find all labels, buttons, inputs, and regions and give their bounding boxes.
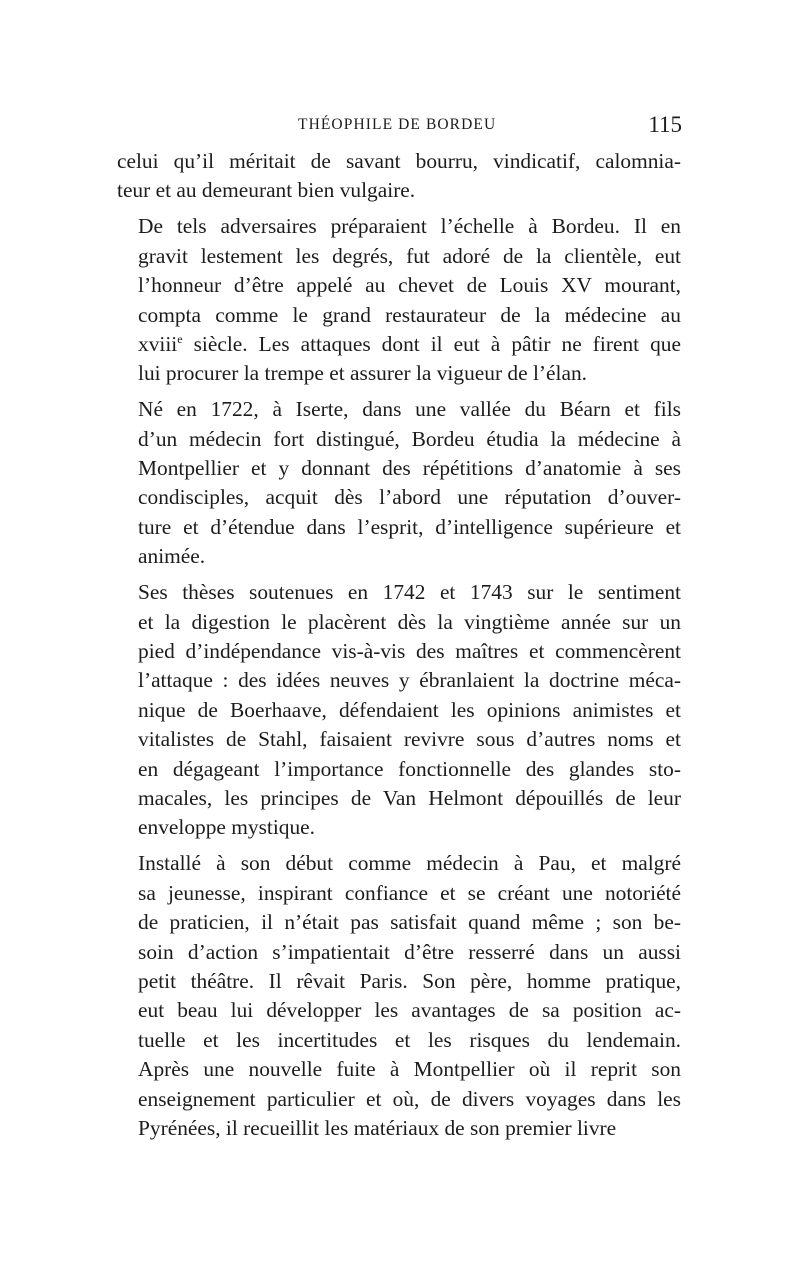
page-number: 115 — [648, 112, 682, 137]
text-line: Ses thèses soutenues en 1742 et 1743 sur le sentiment — [138, 580, 681, 605]
text-line: Pyrénées, il recueillit les matériaux de son premier livre — [138, 1116, 617, 1140]
text-line: petit théâtre. Il rêvait Paris. Son père, homme pratique, — [138, 968, 681, 993]
text-line: eut beau lui développer les avantages de sa position ac- — [138, 998, 681, 1023]
text-line: Après une nouvelle fuite à Montpellier où il reprit son — [138, 1057, 681, 1082]
text-line: tuelle et les incertitudes et les risques du lendemain. — [138, 1027, 681, 1052]
text-line: l’attaque : des idées neuves y ébranlaient la doctrine méca- — [138, 668, 681, 693]
text-line: macales, les principes de Van Helmont dépouillés de leur — [138, 786, 681, 811]
running-title: THÉOPHILE DE BORDEU — [298, 116, 497, 133]
text-line: gravit lestement les degrés, fut adoré de la clientèle, eut — [138, 243, 681, 268]
text-line: teur et au demeurant bien vulgaire. — [117, 178, 416, 203]
text-line: l’honneur d’être appelé au chevet de Louis XV mourant, — [138, 273, 681, 298]
text-line: De tels adversaires préparaient l’échelle à Bordeu. Il en — [138, 214, 681, 239]
century-numeral: xviii — [138, 331, 178, 356]
text-line: vitalistes de Stahl, faisaient revivre sous d’autres noms et — [138, 727, 681, 752]
text-line: enseignement particulier et où, de divers voyages dans les — [138, 1086, 681, 1111]
body-text — [117, 147, 681, 1150]
text-line: Né en 1722, à Iserte, dans une vallée du Béarn et fils — [138, 397, 681, 422]
text-line: celui qu’il méritait de savant bourru, vindicatif, calomnia- — [117, 149, 681, 173]
paragraph-3 — [117, 395, 681, 571]
century-suffix: e — [177, 331, 183, 346]
paragraph-2 — [117, 212, 681, 388]
text-line: de praticien, il n’était pas satisfait quand même ; son be- — [138, 910, 681, 935]
text-line: lui procurer la trempe et assurer la vigueur de l’élan. — [138, 361, 588, 386]
text-line: enveloppe mystique. — [138, 815, 316, 840]
text-line-rest: siècle. Les attaques dont il eut à pâtir ne firent que — [193, 331, 681, 356]
text-line: d’un médecin fort distingué, Bordeu étudia la médecine à — [138, 426, 681, 451]
text-line: Installé à son début comme médecin à Pau, et malgré — [138, 851, 681, 876]
text-line: condisciples, acquit dès l’abord une réputation d’ouver- — [138, 485, 681, 510]
text-line: en dégageant l’importance fonctionnelle des glandes sto- — [138, 756, 681, 781]
text-line: nique de Boerhaave, défendaient les opinions animistes et — [138, 697, 681, 722]
text-line: compta comme le grand restaurateur de la médecine au — [138, 302, 681, 327]
text-line: sa jeunesse, inspirant confiance et se créant une notoriété — [138, 880, 681, 905]
text-line: soin d’action s’impatientait d’être resserré dans un aussi — [138, 939, 681, 964]
text-line-with-century — [117, 330, 681, 359]
paragraph-1 — [117, 147, 681, 206]
paragraph-4 — [117, 578, 681, 843]
text-line: Montpellier et y donnant des répétitions d’anatomie à ses — [138, 456, 681, 481]
paragraph-5 — [117, 849, 681, 1143]
text-line: ture et d’étendue dans l’esprit, d’intelligence supérieure et — [138, 514, 681, 539]
text-line: et la digestion le placèrent dès la vingtième année sur un — [138, 609, 681, 634]
page-header — [118, 113, 682, 139]
text-line: animée. — [138, 544, 206, 569]
text-line: pied d’indépendance vis-à-vis des maîtres et commencèrent — [138, 639, 681, 663]
